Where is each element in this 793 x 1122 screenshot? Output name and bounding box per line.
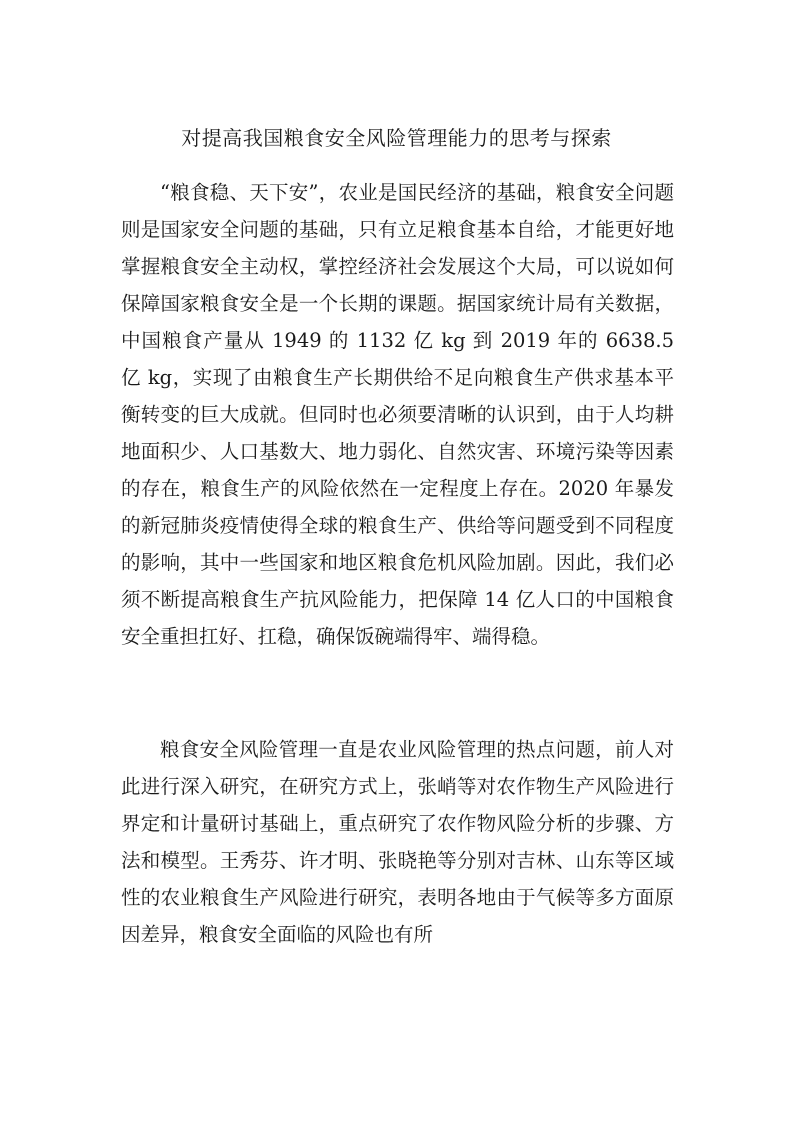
document-title: 对提高我国粮食安全风险管理能力的思考与探索	[181, 126, 612, 150]
body-paragraph: 粮食安全风险管理一直是农业风险管理的热点问题，前人对此进行深入研究，在研究方式上，张峭等对农作物生产风险进行界定和计量研讨基础上，重点研究了农作物风险分析的步骤、方法和模型。王秀芬、许才明、张晓艳等分别对吉林、山东等区域性的农业粮食生产风险进行研究，表明各地由于气候等多方面原因差异，粮食安全面临的风险也有所	[121, 738, 674, 946]
body-paragraph: “粮食稳、天下安”，农业是国民经济的基础，粮食安全问题则是国家安全问题的基础，只有立足粮食基本自给，才能更好地掌握粮食安全主动权，掌控经济社会发展这个大局，可以说如何保障国家粮食安全是一个长期的课题。据国家统计局有关数据，中国粮食产量从 1949 的 1132 亿 kg 到 2019 年的 6638.5 亿 kg，实现了由粮食生产长期供给不足向粮食生产供求基本平衡转变的巨大成就。但同时也必须要清晰的认识到，由于人均耕地面积少、人口基数大、地力弱化、自然灾害、环境污染等因素的存在，粮食生产的风险依然在一定程度上存在。2020 年暴发的新冠肺炎疫情使得全球的粮食生产、供给等问题受到不同程度的影响，其中一些国家和地区粮食危机风险加剧。因此，我们必须不断提高粮食生产抗风险能力，把保障 14 亿人口的中国粮食安全重担扛好、扛稳，确保饭碗端得牢、端得稳。	[121, 181, 674, 648]
